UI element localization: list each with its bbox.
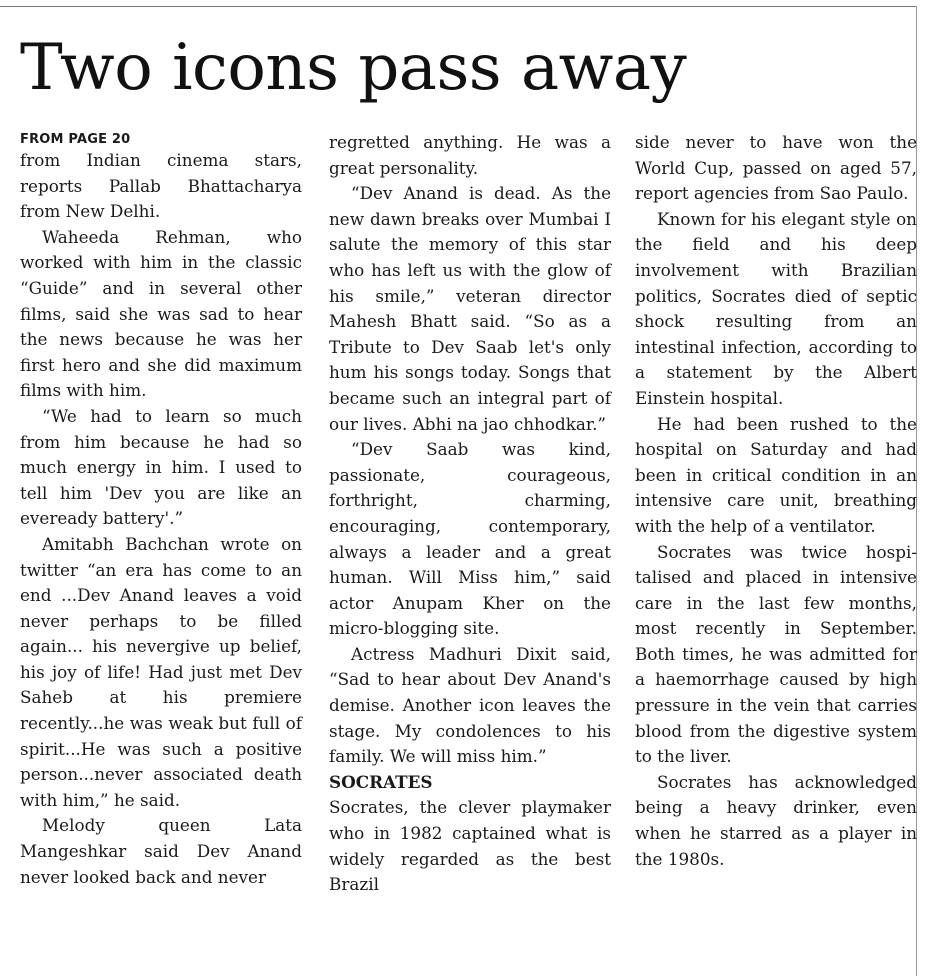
paragraph: Known for his elegant style on the field and his deep involvement with Brazilian politics, Socrates died of septic shock resulting from an intestinal infection, according to a statement by the Albert Einstein hospital. (635, 208, 917, 408)
paragraph: Melody queen Lata Mangeshkar said Dev Anand never looked back and never (20, 815, 302, 887)
headline: Two icons pass away (20, 31, 687, 105)
kicker-from-page: FROM PAGE 20 (20, 132, 131, 147)
paragraph: He had been rushed to the hospital on Saturday and had been in critical condition in an intensive care unit, breathing with the help of a ventilator. (635, 413, 917, 536)
paragraph: side never to have won the World Cup, passed on aged 57, report agencies from Sao Paulo. (635, 132, 917, 204)
article-column-1 (20, 130, 302, 890)
section-subhead: SOCRATES (329, 771, 433, 792)
paragraph: “We had to learn so much from him because he had so much energy in him. I used to tell him 'Dev you are like an eveready battery'.” (20, 405, 302, 529)
article-column-2 (329, 130, 611, 898)
top-rule (0, 6, 916, 7)
paragraph: Socrates was twice hospitalised and placed in intensive care in the last few months, most recently in September. Both times, he was admitted for a haemorrhage caused by high pressure in the vein that carries blood from the digestive system to the liver. (635, 541, 917, 767)
paragraph: Amitabh Bachchan wrote on twitter “an era has come to an end ...Dev Anand leaves a void never perhaps to be filled again... his nevergive up belief, his joy of life! Had just met Dev Saheb at his premiere recently...he was weak but full of spirit...He was such a positive person...never associated death with him,” he said. (20, 533, 302, 810)
paragraph: “Dev Anand is dead. As the new dawn breaks over Mumbai I salute the memory of this star who has left us with the glow of his smile,” veteran director Mahesh Bhatt said. “So as a Tribute to Dev Saab let's only hum his songs today. Songs that became such an integral part of our lives. Abhi na jao chhodkar.” (329, 183, 611, 434)
paragraph: Waheeda Rehman, who worked with him in the classic “Guide” and in several other films, said she was sad to hear the news because he was her first hero and she did maximum films with him. (20, 226, 302, 401)
paragraph: Actress Madhuri Dixit said, “Sad to hear about Dev Anand's demise. Another icon leaves the stage. My condolences to his family. We will miss him.” (329, 643, 611, 767)
paragraph: Socrates, the clever playmaker who in 1982 captained what is widely regarded as the best Brazil (329, 797, 611, 895)
paragraph: Socrates has acknowledged being a heavy drinker, even when he starred as a player in the 1980s. (635, 771, 917, 869)
article-column-3 (635, 130, 917, 872)
paragraph: regretted anything. He was a great personality. (329, 132, 611, 178)
paragraph: “Dev Saab was kind, passionate, courageous, forthright, charming, encouraging, contemporary, always a leader and a great human. Will Miss him,” said actor Anupam Kher on the micro-blogging site. (329, 439, 611, 639)
paragraph: from Indian cinema stars, reports Pallab Bhattacharya from New Delhi. (20, 150, 302, 222)
